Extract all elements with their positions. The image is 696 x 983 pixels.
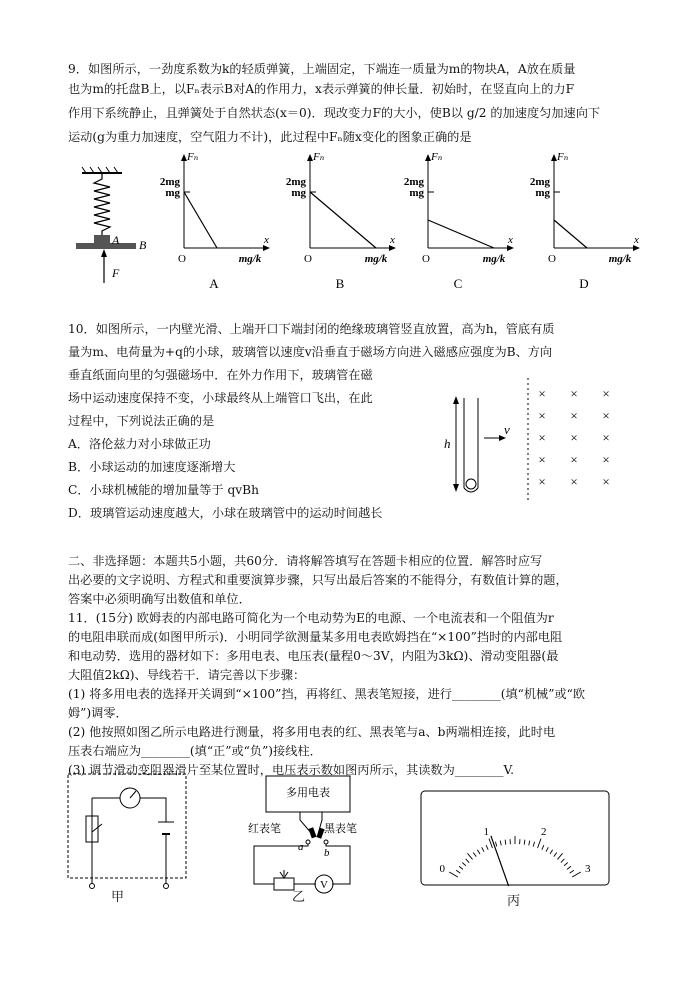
x-axis-label: x: [508, 234, 513, 246]
q11-line-6: 姆”)调零．: [68, 706, 128, 720]
dial-tick: [524, 840, 525, 845]
q9-line-3: 作用下系统静止，且弹簧处于自然状态(x＝0)．现改变力F的大小，使B以 g/2 的加速度匀加速向下: [68, 106, 601, 120]
option-label: D: [579, 276, 589, 291]
red-probe-icon: [308, 827, 316, 838]
black-probe-label: 黑表笔: [324, 823, 357, 835]
origin-label: O: [422, 253, 430, 265]
y-axis-label: Fₙ: [313, 152, 325, 163]
dial-tick: [482, 847, 484, 851]
section2-line-2: 出必要的文字说明、方程式和重要演算步骤，只写出最后答案的不能得分，有数值计算的题，: [68, 573, 568, 587]
q10-option-a: A．洛伦兹力对小球做正功: [68, 437, 211, 451]
q11-line-3: 和电动势．选用的器材如下：多用电表、电压表(量程0～3V，内阻为3kΩ)、滑动变阻器(最: [68, 649, 559, 663]
tick-mg: mg: [535, 187, 550, 199]
q11-line-4: 大阻值2kΩ)、导线若干．请完善以下步骤：: [68, 668, 306, 682]
section2-line-1: 二、非选择题：本题共5小题，共60分．请将解答填写在答题卡相应的位置．解答时应写: [68, 554, 543, 568]
fig-yi: [246, 772, 376, 898]
tick-mg: mg: [165, 187, 180, 199]
field-mark: ×: [538, 430, 546, 445]
field-mark: ×: [538, 452, 546, 467]
dial-tick: [529, 841, 530, 846]
tray-b: [76, 243, 136, 249]
q9-graph-b: [282, 152, 402, 292]
field-mark: ×: [538, 386, 546, 401]
q10-figure: [436, 378, 636, 500]
fn-line: [554, 220, 587, 248]
fig-bing: [420, 790, 610, 886]
field-mark: ×: [570, 430, 578, 445]
dial-scale-label: 0: [439, 863, 446, 875]
fig-jia-caption: 甲: [111, 890, 125, 905]
q11-line-7: (2) 他按照如图乙所示电路进行测量，将多用电表的红、黑表笔与a、b两端相连接，此时电: [68, 725, 556, 739]
fig-bing-caption: 丙: [507, 894, 521, 909]
dial-tick: [550, 850, 553, 854]
q10-line-4: 场中运动速度保持不变，小球最终从上端管口飞出，在此: [68, 391, 373, 405]
q10-option-d: D．玻璃管运动速度越大，小球在玻璃管中的运动时间越长: [68, 506, 383, 520]
field-mark: ×: [602, 430, 610, 445]
label-a: A: [112, 233, 120, 247]
dial-tick: [567, 866, 571, 869]
field-mark: ×: [570, 452, 578, 467]
q10-option-b: B．小球运动的加速度逐渐增大: [68, 460, 236, 474]
dial-tick: [572, 872, 581, 877]
dial-tick: [456, 870, 460, 873]
x-axis-label: x: [634, 234, 639, 246]
fn-line: [428, 220, 494, 248]
field-mark: ×: [602, 474, 610, 489]
field-mark: ×: [602, 452, 610, 467]
q11-line-5: (1) 将多用电表的选择开关调到“×100”挡，再将红、黑表笔短接，进行________(填“机械”或“欧: [68, 687, 586, 701]
x-axis-label: x: [390, 234, 395, 246]
dial-scale-label: 2: [540, 826, 547, 839]
label-v: v: [504, 422, 510, 437]
dial-tick: [561, 859, 564, 863]
fn-line: [184, 192, 217, 248]
glass-tube: [464, 398, 478, 488]
q11-line-8: 压表右端应为________(填“正”或“负”)接线柱．: [68, 744, 322, 758]
label-f: F: [112, 266, 120, 280]
q9-spring-apparatus: [66, 165, 156, 285]
dial-tick: [500, 841, 501, 846]
dial-tick: [462, 862, 466, 865]
dial-tick: [557, 853, 562, 859]
field-mark: ×: [538, 474, 546, 489]
rheostat-icon: [274, 878, 294, 890]
field-mark: ×: [570, 408, 578, 423]
tick-mg: mg: [291, 187, 306, 199]
red-probe-label: 红表笔: [248, 823, 281, 835]
dial-tick: [486, 845, 488, 850]
fn-line: [310, 192, 376, 248]
q11-line-2: 的电阻串联而成(如图甲所示)．小明同学欲测量某多用电表欧姆挡在“×100”挡时的内部电阻: [68, 630, 563, 644]
fig-yi-caption: 乙: [292, 890, 306, 905]
q10-line-5: 过程中，下列说法正确的是: [68, 414, 215, 428]
tick-mg-k: mg/k: [608, 253, 632, 265]
battery-icon: [158, 822, 174, 834]
tick-2mg: 2mg: [403, 176, 424, 188]
needle: [491, 836, 515, 886]
y-axis-label: Fₙ: [557, 152, 569, 163]
dial-tick: [467, 853, 472, 859]
ball: [466, 479, 476, 489]
q10-line-1: 10．如图所示，一内壁光滑、上端开口下端封闭的绝缘玻璃管竖直放置，高为h，管底有质: [68, 322, 555, 336]
tick-mg-k: mg/k: [364, 253, 388, 265]
dial-tick: [495, 842, 496, 847]
tick-2mg: 2mg: [159, 176, 180, 188]
voltmeter-label: V: [320, 879, 328, 891]
spring-coil: [94, 173, 110, 235]
dial-tick: [449, 872, 458, 877]
tick-mg: mg: [409, 187, 424, 199]
tick-mg-k: mg/k: [238, 253, 262, 265]
field-mark: ×: [602, 386, 610, 401]
q11-line-1: 11．(15分) 欧姆表的内部电路可简化为一个电动势为E的电源、一个电流表和一个阻值为r: [68, 611, 554, 625]
tick-mg-k: mg/k: [482, 253, 506, 265]
y-axis-label: Fₙ: [187, 152, 199, 163]
field-mark: ×: [538, 408, 546, 423]
option-label: B: [335, 276, 345, 291]
dial-tick: [542, 845, 544, 850]
label-h: h: [444, 436, 451, 451]
q9-line-1: 9．如图所示，一劲度系数为k的轻质弹簧，上端固定，下端连一质量为m的物块A，A放在质量: [68, 62, 576, 76]
q9-line-4: 运动(g为重力加速度，空气阻力不计)，此过程中Fₙ随x变化的图象正确的是: [68, 130, 472, 144]
q10-line-2: 量为m、电荷量为+q的小球，玻璃管以速度v沿垂直于磁场方向进入磁感应强度为B、方向: [68, 345, 553, 359]
dial-tick: [570, 870, 574, 873]
q10-option-c: C．小球机械能的增加量等于 qvBh: [68, 483, 259, 497]
dial-tick: [505, 840, 506, 845]
q9-graph-a: [156, 152, 276, 292]
block-a: [94, 235, 110, 243]
section2-line-3: 答案中必须明确写出数值和单位．: [68, 592, 251, 606]
dial-scale-label: 1: [483, 826, 490, 839]
dial-tick: [538, 839, 541, 848]
node-a-label: a: [298, 841, 304, 853]
tick-2mg: 2mg: [529, 176, 550, 188]
y-axis-label: Fₙ: [431, 152, 443, 163]
x-axis-label: x: [264, 234, 269, 246]
origin-label: O: [178, 253, 186, 265]
dial-tick: [459, 866, 463, 869]
field-mark: ×: [602, 408, 610, 423]
dial-scale-label: 3: [584, 863, 591, 875]
origin-label: O: [304, 253, 312, 265]
dial-tick: [477, 850, 480, 854]
q9-line-2: 也为m的托盘B上，以Fₙ表示B对A的作用力，x表示弹簧的伸长量．初始时，在竖直向上的力F: [68, 82, 575, 96]
option-label: C: [453, 276, 463, 291]
q11-line-9: (3) 调节滑动变阻器滑片至某位置时，电压表示数如图丙所示，其读数为________V.: [68, 763, 515, 777]
q9-graph-d: [526, 152, 646, 292]
node-b-label: b: [324, 847, 330, 859]
origin-label: O: [548, 253, 556, 265]
dial-tick: [554, 853, 557, 857]
field-mark: ×: [570, 386, 578, 401]
multimeter-label: 多用电表: [286, 787, 330, 799]
dial-tick: [564, 862, 568, 865]
dial-tick: [473, 853, 476, 857]
q10-line-3: 垂直纸面向里的匀强磁场中．在外力作用下，玻璃管在磁: [68, 368, 373, 382]
field-mark: ×: [570, 474, 578, 489]
tick-2mg: 2mg: [285, 176, 306, 188]
q9-graph-c: [400, 152, 520, 292]
dial-tick: [533, 842, 534, 847]
dial-tick: [546, 847, 548, 851]
dial-tick: [466, 859, 469, 863]
fig-jia: [66, 772, 190, 902]
label-b: B: [139, 238, 147, 252]
option-label: A: [209, 276, 219, 291]
